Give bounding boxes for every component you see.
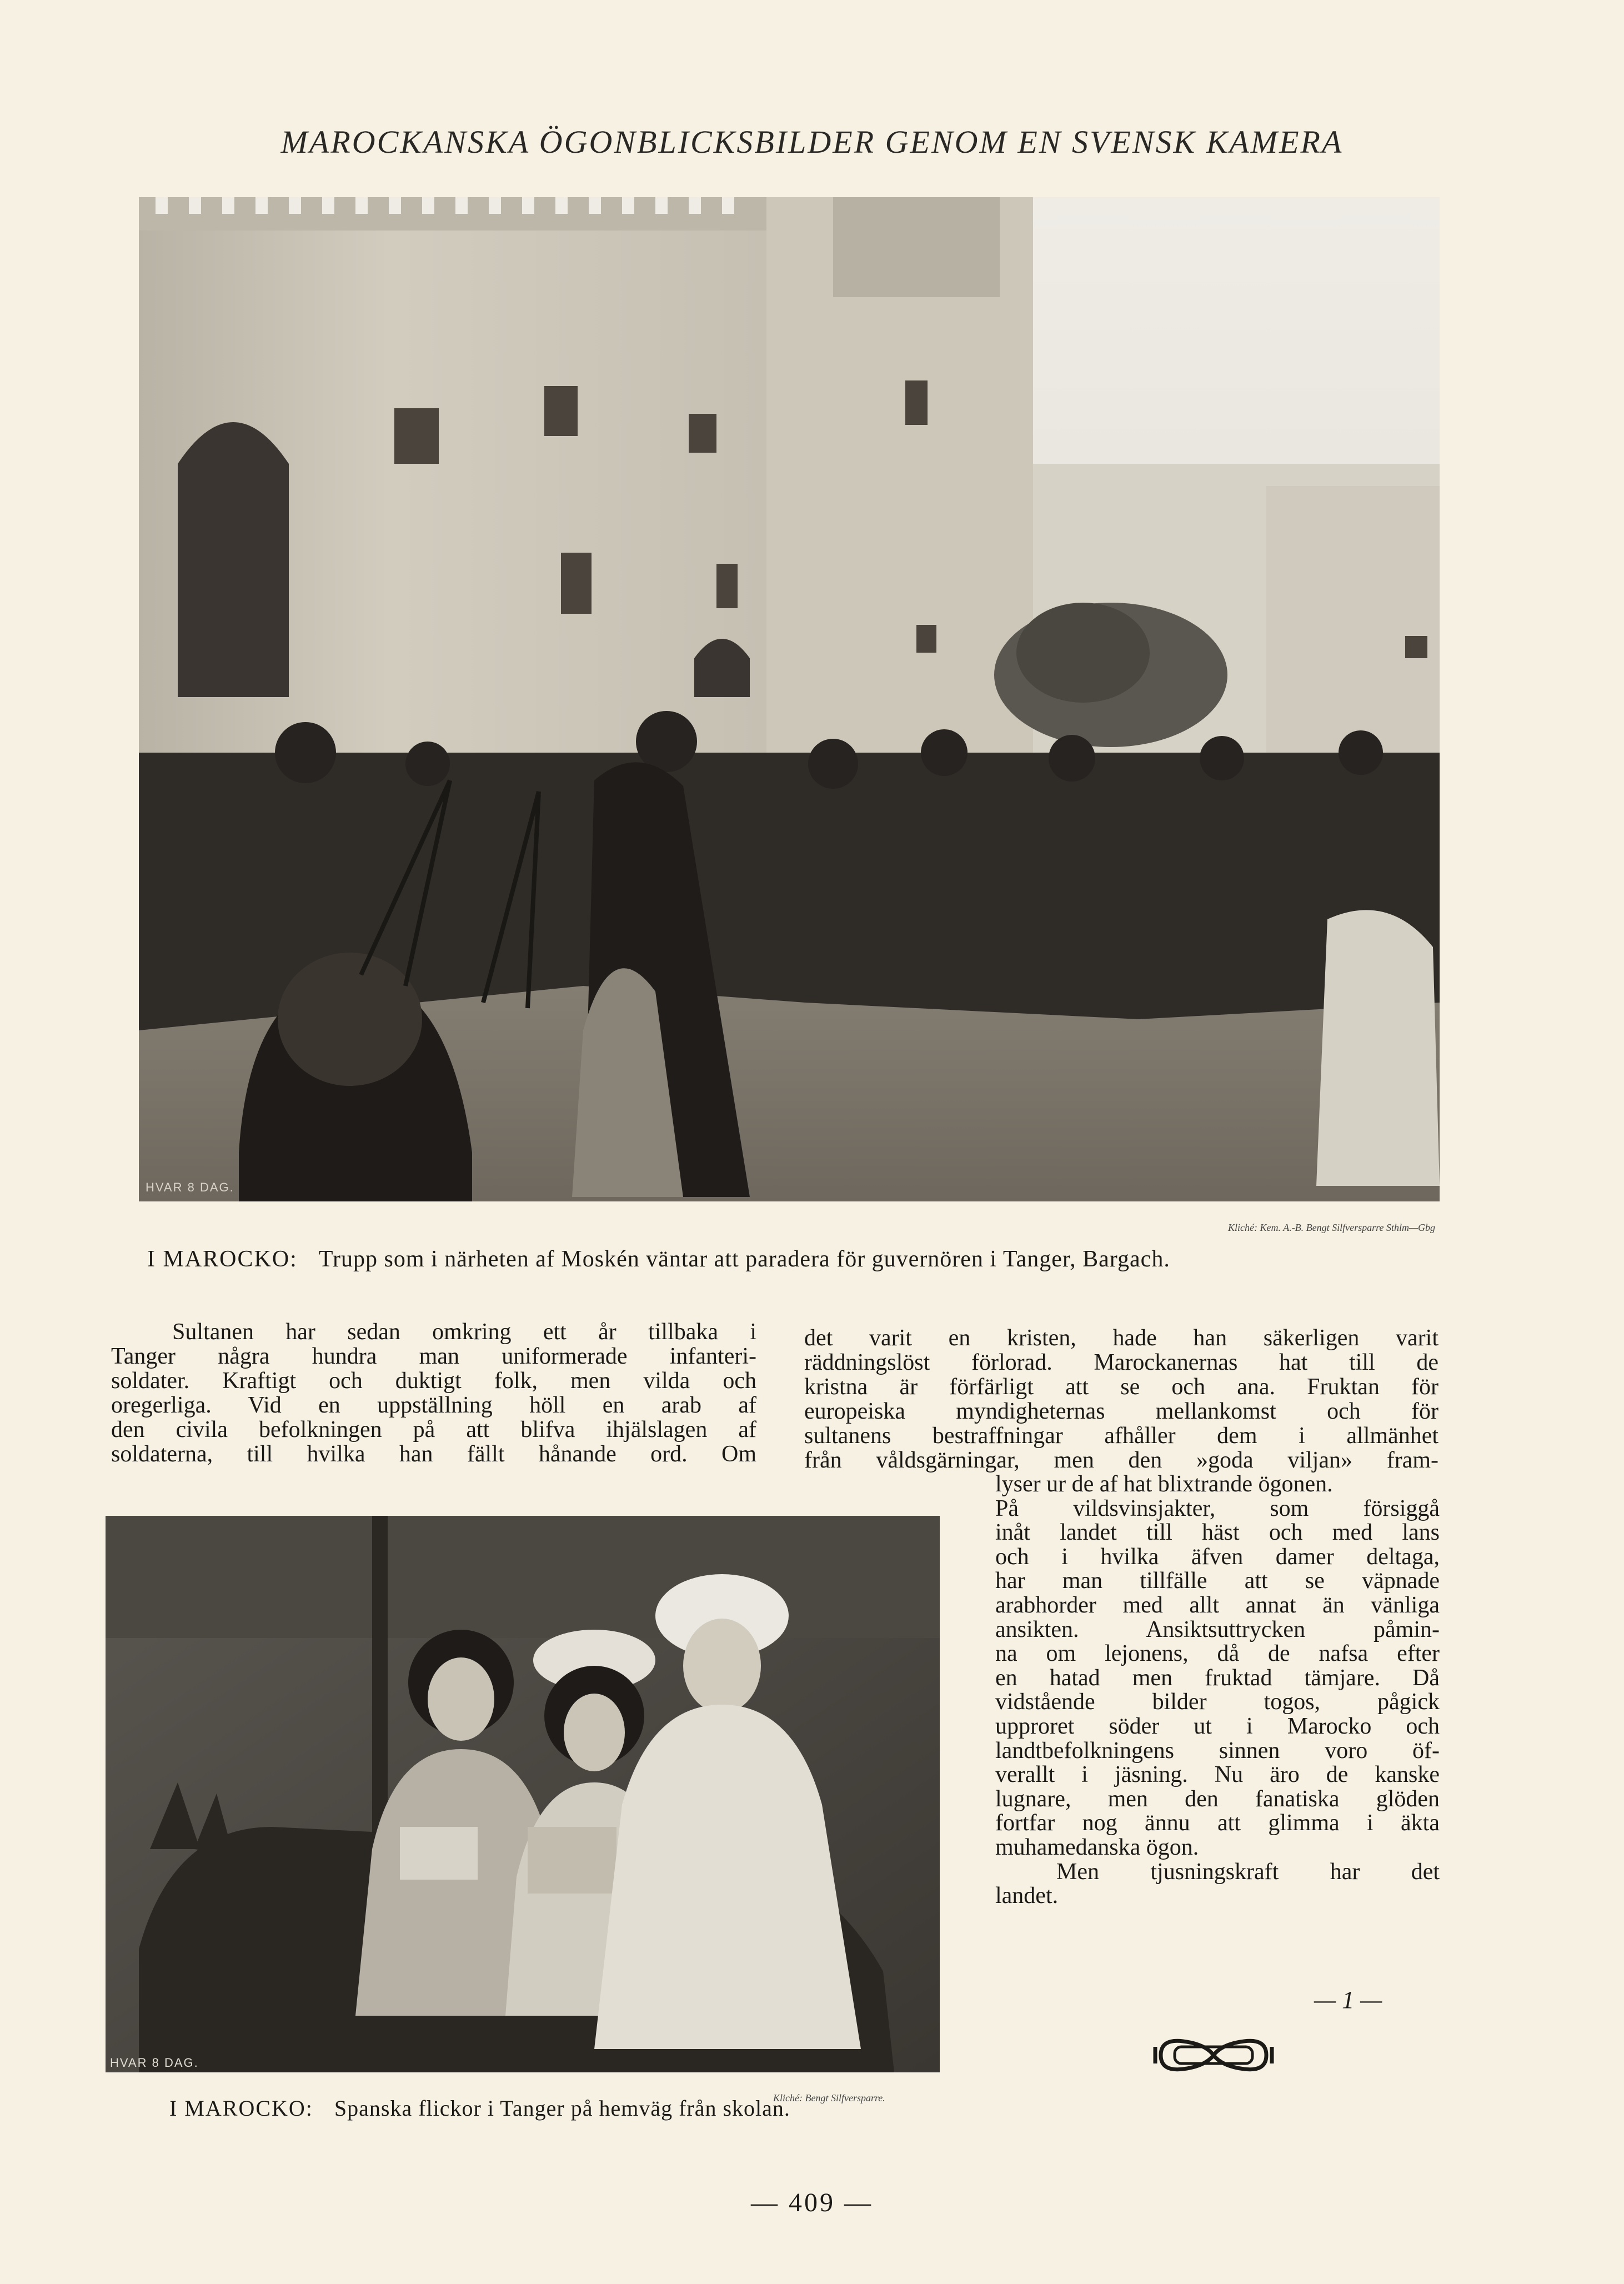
photo-credit: Kliché: Bengt Silfversparre. (773, 2092, 885, 2103)
text-line: från våldsgärningar, men den »goda viljan» fram- (804, 1447, 1438, 1473)
text-line: landtbefolkningens sinnen voro öf- (995, 1737, 1440, 1764)
text-line: europeiska myndigheternas mellankomst och för (804, 1399, 1438, 1424)
caption-lead: I MAROCKO: (169, 2096, 313, 2121)
text-line: och i hvilka äfven damer deltaga, (995, 1544, 1440, 1570)
photo-watermark: HVAR 8 DAG. (110, 2056, 199, 2070)
photo-watermark: HVAR 8 DAG. (146, 1180, 234, 1194)
text-line: Sultanen har sedan omkring ett år tillbaka i (172, 1319, 756, 1345)
text-line: inåt landet till häst och med lans (995, 1520, 1440, 1546)
photo-troops-illustration (139, 197, 1440, 1201)
page-header: MAROCKANSKA ÖGONBLICKSBILDER GENOM EN SVENSK KAMERA (280, 124, 1344, 160)
text-line: lugnare, men den fanatiska glöden (995, 1786, 1440, 1812)
text-line: har man tillfälle att se väpnade (995, 1568, 1440, 1594)
text-line: Men tjusningskraft har det (1056, 1859, 1440, 1885)
text-line: en hatad men fruktad tämjare. Då (995, 1665, 1440, 1691)
text-line: muhamedanska ögon. (995, 1834, 1199, 1860)
caption-text: Trupp som i närheten af Moskén väntar att paradera för guvernören i Tanger, Bargach. (318, 1246, 1170, 1272)
text-line: På vildsvinsjakter, som försiggå (995, 1495, 1440, 1521)
text-line: soldater. Kraftigt och duktigt folk, men vilda och (111, 1368, 756, 1394)
photo-troops-mosque (139, 197, 1440, 1201)
text-line: verallt i jäsning. Nu äro de kanske (995, 1762, 1440, 1788)
photo-credit: Kliché: Kem. A.-B. Bengt Silfversparre Sthlm—Gbg (1228, 1222, 1435, 1233)
section-folio: — 1 — (1314, 1986, 1382, 2013)
ornament-icon (1150, 2030, 1277, 2080)
text-line: ansikten. Ansiktsuttrycken påmin- (995, 1616, 1440, 1642)
article-column-right-wrap (995, 1472, 1440, 1909)
article-column-left (111, 1320, 756, 1466)
text-line: det varit en kristen, hade han säkerligen varit (804, 1325, 1438, 1351)
photo-spanish-girls (106, 1516, 940, 2072)
article-column-right (804, 1326, 1438, 1472)
text-line: oregerliga. Vid en uppställning höll en arab af (111, 1393, 756, 1418)
text-line: lyser ur de af hat blixtrande ögonen. (995, 1471, 1333, 1497)
text-line: fortfar nog ännu att glimma i äkta (995, 1810, 1440, 1836)
text-line: arabhorder med allt annat än vänliga (995, 1592, 1440, 1618)
text-line: vidstående bilder togos, pågick (995, 1689, 1440, 1715)
photo-girls-illustration (106, 1516, 940, 2072)
text-line: sultanens bestraffningar afhåller dem i allmänhet (804, 1423, 1438, 1449)
text-line: Tanger några hundra man uniformerade infanteri- (111, 1344, 756, 1369)
text-line: landet. (995, 1883, 1059, 1909)
caption-text: Spanska flickor i Tanger på hemväg från skolan. (334, 2096, 790, 2121)
text-line: soldaterna, till hvilka han fällt hånande ord. Om (111, 1441, 756, 1467)
text-line: räddningslöst förlorad. Marockanernas hat till de (804, 1350, 1438, 1375)
page-number: — 409 — (751, 2188, 873, 2217)
text-line: na om lejonens, då de nafsa efter (995, 1641, 1440, 1667)
caption-lead: I MAROCKO: (147, 1246, 298, 1272)
photo-caption (147, 1246, 1170, 1273)
photo-caption (169, 2095, 790, 2121)
text-line: upproret söder ut i Marocko och (995, 1713, 1440, 1739)
text-line: den civila befolkningen på att blifva ihjälslagen af (111, 1417, 756, 1442)
text-line: kristna är förfärligt att se och ana. Fruktan för (804, 1374, 1438, 1400)
